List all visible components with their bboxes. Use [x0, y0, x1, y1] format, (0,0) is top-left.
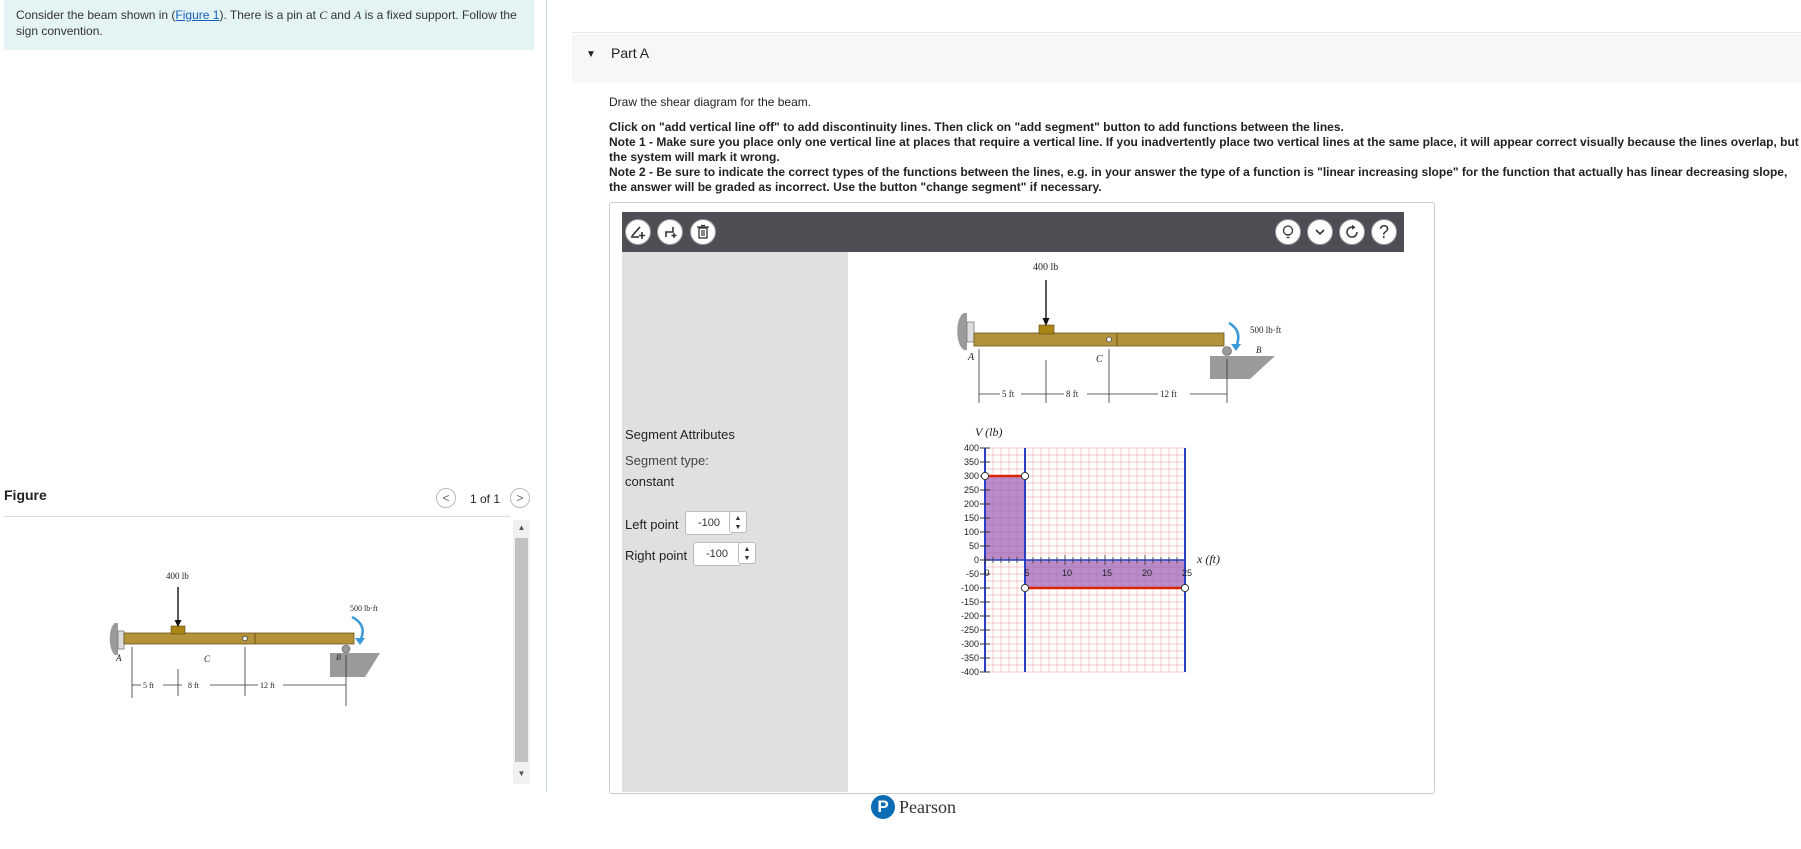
- problem-text: and: [327, 8, 354, 22]
- add-vertical-line-button[interactable]: [625, 219, 651, 245]
- label-c: C: [204, 654, 211, 664]
- y-tick-label: -50: [965, 569, 979, 579]
- instructions: [609, 95, 1799, 195]
- y-tick-label: 200: [963, 499, 979, 509]
- add-segment-icon: [662, 224, 678, 240]
- trash-icon: [696, 224, 710, 240]
- y-tick-label: -300: [960, 639, 979, 649]
- reset-icon: [1344, 224, 1360, 240]
- y-tick-label: -250: [960, 625, 979, 635]
- dimension-label: 12 ft: [260, 681, 275, 690]
- roller-b: [342, 645, 350, 653]
- hint-lightbulb-icon: [1280, 224, 1296, 240]
- pin-c: [243, 636, 248, 641]
- label-b: B: [1256, 345, 1262, 355]
- label-c: C: [1096, 354, 1103, 365]
- problem-text: ). There is a pin at: [219, 8, 320, 22]
- dimension-label: 5 ft: [143, 681, 154, 690]
- collapse-caret-icon[interactable]: ▼: [586, 49, 596, 60]
- y-axis-label: V (lb): [975, 425, 1003, 439]
- y-tick-label: -150: [960, 597, 979, 607]
- panel-divider: [546, 0, 547, 792]
- segment-type-label: Segment type:: [625, 453, 709, 468]
- dimension-label: 5 ft: [1002, 389, 1015, 399]
- beam: [124, 633, 354, 644]
- part-title: Part A: [611, 45, 650, 61]
- prev-figure-button[interactable]: <: [436, 488, 456, 508]
- right-point-label: Right point: [625, 548, 688, 563]
- figure-link[interactable]: Figure 1: [175, 8, 220, 22]
- label-a: A: [968, 352, 975, 363]
- next-figure-button[interactable]: >: [510, 488, 530, 508]
- x-tick-label: 25: [1181, 568, 1193, 578]
- y-tick-label: 150: [963, 513, 979, 523]
- problem-statement: [4, 0, 534, 50]
- dimension-lines: [979, 349, 1227, 403]
- beam-figure: [100, 565, 420, 715]
- roller-ground: [1210, 356, 1275, 379]
- x-tick-label: 10: [1061, 568, 1073, 578]
- right-point-stepper[interactable]: ▲ ▼: [738, 542, 756, 564]
- segment-type-value: constant: [625, 474, 675, 489]
- y-tick-label: -200: [960, 611, 979, 621]
- dimension-label: 8 ft: [188, 681, 199, 690]
- pearson-p-icon: P: [871, 795, 895, 819]
- y-tick-label: 100: [963, 527, 979, 537]
- segment-endpoint-handle[interactable]: [1021, 584, 1028, 591]
- hint-button[interactable]: [1275, 219, 1301, 245]
- pearson-logo: [871, 795, 956, 819]
- y-tick-label: 400: [963, 443, 979, 453]
- more-options-button[interactable]: [1307, 219, 1333, 245]
- y-tick-label: -100: [960, 583, 979, 593]
- load-label: 400 lb: [1033, 262, 1059, 273]
- scroll-down-arrow[interactable]: ▼: [517, 769, 526, 778]
- segment-endpoint-handle[interactable]: [1181, 584, 1188, 591]
- label-a: A: [116, 653, 122, 663]
- add-segment-button[interactable]: [657, 219, 683, 245]
- moment-label: 500 lb·ft: [350, 604, 378, 613]
- dimension-lines: [132, 647, 346, 706]
- help-icon: ?: [1378, 221, 1389, 242]
- figure-pager: 1 of 1: [470, 492, 501, 506]
- scroll-up-arrow[interactable]: ▲: [517, 523, 526, 532]
- attributes-heading: Segment Attributes: [625, 427, 735, 442]
- dimension-label: 12 ft: [1160, 389, 1177, 399]
- dimension-label: 8 ft: [1066, 389, 1079, 399]
- y-tick-label: 350: [963, 457, 979, 467]
- header-divider: [572, 32, 1801, 33]
- segment-endpoint-handle[interactable]: [1021, 472, 1028, 479]
- beam: [974, 333, 1224, 346]
- help-button[interactable]: [1371, 219, 1397, 245]
- x-tick-label: 5: [1024, 568, 1030, 578]
- fixed-support-a: [110, 623, 124, 655]
- figure-divider: [4, 516, 510, 517]
- y-tick-label: -350: [960, 653, 979, 663]
- pin-c: [1107, 337, 1112, 342]
- moment-label: 500 lb·ft: [1250, 325, 1282, 335]
- figure-label: Figure: [4, 487, 47, 503]
- x-tick-label: 0: [984, 568, 990, 578]
- x-tick-label: 20: [1141, 568, 1153, 578]
- right-point-field[interactable]: -100: [693, 542, 741, 566]
- load-label: 400 lb: [166, 571, 189, 581]
- left-point-stepper[interactable]: ▲ ▼: [729, 511, 747, 533]
- note-1: Note 1 - Make sure you place only one vertical line at places that require a vertical line. If you inadvertently place two vertical lines at the same place, it will appear correct visually because the lines overlap, but the system will mark it wrong.: [609, 135, 1799, 164]
- area-fill: [985, 476, 1025, 560]
- shear-plot[interactable]: [940, 410, 1290, 740]
- prompt-text: Draw the shear diagram for the beam.: [609, 95, 812, 109]
- y-tick-label: 300: [963, 471, 979, 481]
- x-tick-label: 15: [1101, 568, 1113, 578]
- note-2: Note 2 - Be sure to indicate the correct types of the functions between the lines, e.g. in your answer the type of a function is "linear increasing slope" for the function that actually has linear decreasing slope, the answer will be graded as incorrect. Use the button "change segment" if necessary.: [609, 165, 1788, 194]
- y-tick-label: 50: [968, 541, 979, 551]
- pin-letter: C: [319, 8, 328, 22]
- scrollbar-thumb[interactable]: [515, 538, 528, 762]
- part-header[interactable]: [572, 34, 1801, 82]
- reset-button[interactable]: [1339, 219, 1365, 245]
- segment-endpoint-handle[interactable]: [981, 472, 988, 479]
- fixed-letter: A: [354, 8, 362, 22]
- y-tick-label: 0: [973, 555, 979, 565]
- left-point-field[interactable]: -100: [685, 511, 733, 535]
- instruction-line: Click on "add vertical line off" to add discontinuity lines. Then click on "add segment" button to add functions between the lines.: [609, 120, 1344, 134]
- problem-text: Consider the beam shown in (: [16, 8, 176, 22]
- problem-text: is a fixed support. Follow the sign convention.: [16, 8, 517, 38]
- pearson-wordmark: Pearson: [899, 796, 956, 817]
- roller-b: [1223, 347, 1232, 356]
- fixed-support-a: [957, 313, 974, 350]
- moment-arrow: [1229, 323, 1238, 347]
- left-point-label: Left point: [625, 517, 679, 532]
- label-b: B: [336, 653, 341, 662]
- y-tick-label: 250: [963, 485, 979, 495]
- add-vertical-line-icon: [630, 224, 646, 240]
- chevron-down-icon: [1313, 225, 1327, 239]
- canvas-beam-figure: [940, 255, 1290, 405]
- delete-button[interactable]: [690, 219, 716, 245]
- y-tick-label: -400: [960, 667, 979, 677]
- x-axis-label: x (ft): [1197, 552, 1220, 566]
